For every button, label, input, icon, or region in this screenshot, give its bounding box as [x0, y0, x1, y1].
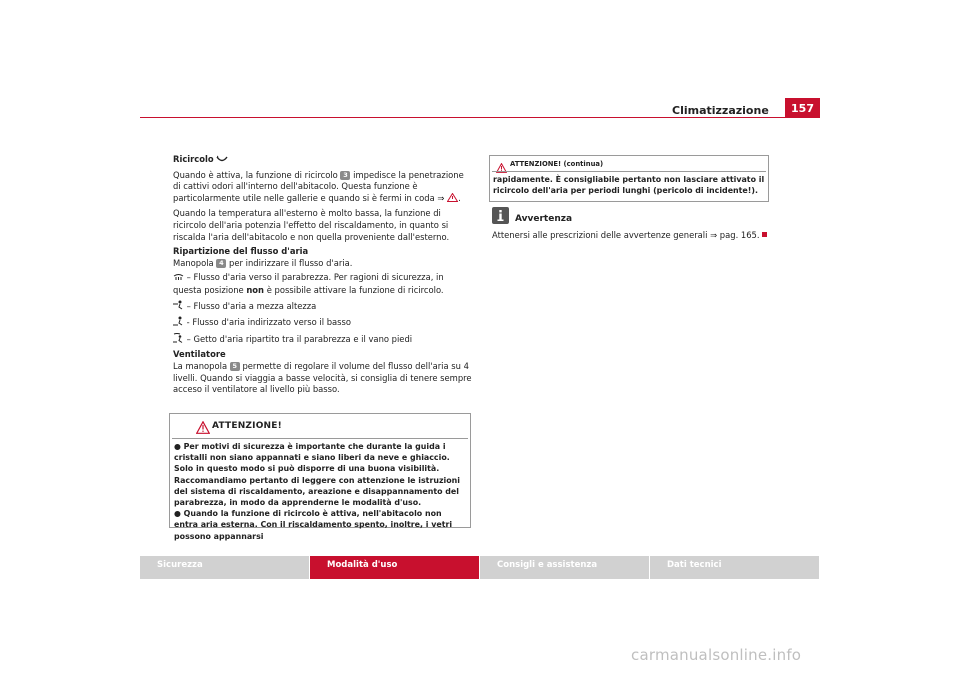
ref-badge-5: 5 [230, 362, 240, 371]
airflow-intro [173, 258, 473, 270]
warning-triangle-icon [196, 419, 210, 438]
ref-badge-3: 3 [340, 171, 350, 180]
recirculation-icon [216, 155, 228, 167]
recirc-text-c: . [458, 192, 461, 203]
warning-continued-text: rapidamente. È consigliabile pertanto non lasciare attivato il ricircolo dell'aria per periodi lunghi (pericolo di incidente!). [493, 175, 765, 196]
footer-tab-dati-tecnici[interactable]: Dati tecnici [650, 556, 820, 579]
ref-badge-4: 4 [216, 259, 226, 268]
warning-text [174, 441, 466, 542]
airflow-text-b: per indirizzare il flusso d'aria. [229, 257, 353, 268]
airflow-3-text: - Flusso d'aria indirizzato verso il basso [186, 317, 351, 328]
note-text: Attenersi alle prescrizioni delle avvertenze generali ⇒ pag. 165. [492, 230, 760, 240]
airflow-1-bold: non [246, 284, 265, 295]
airflow-option-floor [173, 316, 473, 330]
warning-item-1: ● Per motivi di sicurezza è importante che durante la guida i cristalli non siano appannati e siano liberi da neve e ghiaccio. Solo in questo modo si può disporre di una buona visibilità. Raccomandiamo pertanto di leggere con attenzione le istruzioni del sistema di riscaldamento, areazione e disappannamento del parabrezza, in modo da apprenderne le modalità d'uso. [174, 442, 461, 508]
recirc-heading-line [173, 154, 473, 167]
note-info-icon [492, 207, 509, 224]
warning-item-2: ● Quando la funzione di ricircolo è attiva, nell'abitacolo non entra aria esterna. Con il riscaldamento spento, inoltre, i vetri possono appannarsi [174, 509, 453, 541]
footer-tab-modalita-uso[interactable]: Modalità d'uso [310, 556, 480, 579]
left-column [173, 154, 473, 399]
recirc-heading: Ricircolo [173, 154, 214, 164]
warning-triangle-icon [447, 193, 458, 206]
airflow-feet-icon [173, 316, 184, 330]
airflow-face-icon [173, 300, 184, 314]
warning-title: ATTENZIONE! [212, 421, 282, 431]
airflow-1-text-a: – Flusso d'aria verso il parabrezza. Per ragioni di sicurezza, in questa posizione [173, 272, 444, 295]
warning-item-2-text: Quando la funzione di ricircolo è attiva, nell'abitacolo non entra aria esterna. Con il riscaldamento spento, inoltre, i vetri possono appannarsi [174, 509, 453, 541]
fan-text-b: permette di regolare il volume del flusso dell'aria su 4 livelli. Quando si viaggia a basse velocità, si consiglia di tenere sempre acceso il ventilatore al livello più basso. [173, 360, 472, 395]
airflow-option-split [173, 333, 473, 347]
airflow-option-mid [173, 300, 473, 314]
footer-nav [140, 556, 820, 579]
airflow-1-text-b: è possibile attivare la funzione di ricircolo. [266, 284, 444, 295]
recirc-text-a: Quando è attiva, la funzione di ricircolo [173, 169, 338, 180]
warning-continued-box [489, 155, 769, 202]
airflow-windshield-feet-icon [173, 333, 184, 347]
footer-tab-sicurezza[interactable]: Sicurezza [140, 556, 310, 579]
footer-tab-consigli[interactable]: Consigli e assistenza [480, 556, 650, 579]
fan-paragraph [173, 361, 473, 396]
airflow-heading: Ripartizione del flusso d'aria [173, 246, 309, 257]
airflow-option-windshield [173, 272, 473, 296]
warning-continued-title: ATTENZIONE! (continua) [510, 160, 604, 168]
airflow-text-a: Manopola [173, 257, 214, 268]
watermark: carmanualsonline.info [631, 646, 802, 664]
recirc-paragraph-1 [173, 170, 473, 206]
header-rule [140, 117, 820, 118]
end-marker-icon [762, 232, 767, 237]
warning-continued-separator [492, 171, 766, 172]
page-number-badge: 157 [785, 98, 820, 118]
airflow-4-text: – Getto d'aria ripartito tra il parabrezza e il vano piedi [186, 333, 413, 344]
warning-item-1-text: Per motivi di sicurezza è importante che durante la guida i cristalli non siano appannati e siano liberi da neve e ghiaccio. Solo in questo modo si può disporre di una buona visibilità. Raccomandiamo pertanto di leggere con attenzione le istruzioni del sistema di riscaldamento, areazione e disappannamento del parabrezza, in modo da apprenderne le modalità d'uso. [174, 442, 461, 508]
note-title: Avvertenza [515, 214, 573, 224]
windshield-defrost-icon [173, 273, 184, 285]
fan-heading: Ventilatore [173, 349, 226, 360]
note-text-line [492, 230, 767, 242]
warning-separator [172, 438, 468, 439]
recirc-text-b: impedisce la penetrazione di cattivi odori all'interno dell'abitacolo. Questa funzione è particolarmente utile nelle gallerie e quando si è fermi in coda ⇒ [173, 169, 464, 203]
fan-text-a: La manopola [173, 360, 228, 371]
airflow-2-text: – Flusso d'aria a mezza altezza [186, 300, 317, 311]
warning-box [169, 413, 471, 541]
page-header-title: Climatizzazione [672, 104, 769, 117]
recirc-paragraph-2: Quando la temperatura all'esterno è molto bassa, la funzione di ricircolo dell'aria potenzia l'effetto del riscaldamento, in quanto si riscalda l'aria dell'abitacolo e non quella proveniente dall'esterno. [173, 208, 450, 242]
